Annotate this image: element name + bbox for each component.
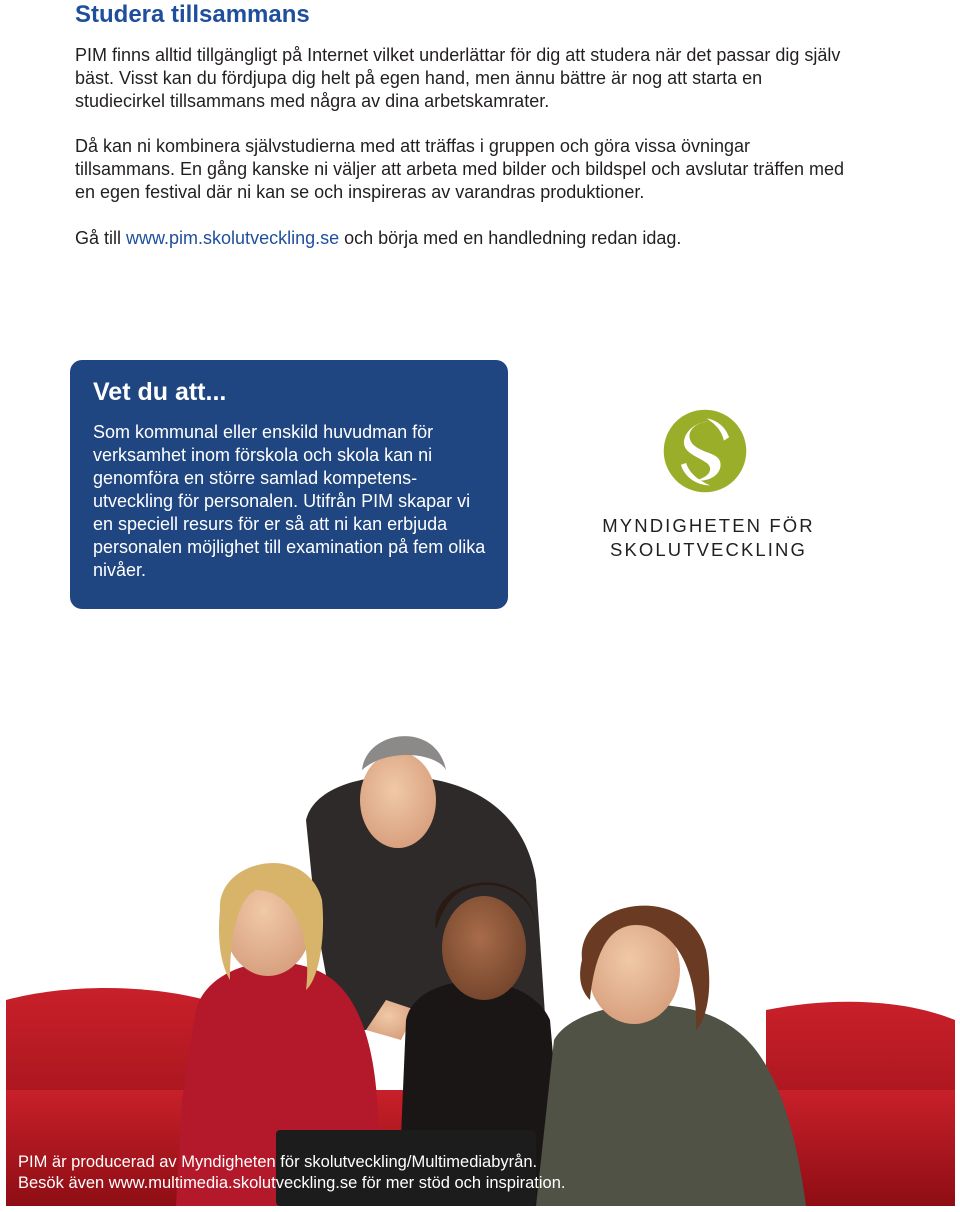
call-to-action-paragraph bbox=[75, 227, 855, 250]
info-box-text: Som kommunal eller enskild huvudman för verksamhet inom förskola och skola kan ni genomföra en större samlad kompetens-utveckling för personalen. Utifrån PIM skapar vi en speciell resurs för er så att ni kan erbjuda personalen möjlighet till examination på fem olika nivåer. bbox=[93, 422, 486, 580]
did-you-know-box bbox=[70, 360, 508, 609]
production-credit bbox=[18, 1152, 566, 1194]
cta-text-after: och börja med en handledning redan idag. bbox=[344, 228, 682, 248]
caption-line2: Besök även www.multimedia.skolutveckling.se för mer stöd och inspiration. bbox=[18, 1174, 566, 1192]
swirl-logo-icon bbox=[662, 408, 748, 494]
study-group-paragraph: Då kan ni kombinera självstudierna med att träffas i gruppen och göra vissa övningar tillsammans. En gång kanske ni väljer att arbeta med bilder och bildspel och avslutar träffen med en egen festival där ni kan se och inspireras av varandras produktioner. bbox=[75, 136, 845, 202]
info-box-title: Vet du att... bbox=[93, 378, 227, 406]
pim-website-link[interactable]: www.pim.skolutveckling.se bbox=[126, 228, 340, 248]
page-heading: Studera tillsammans bbox=[75, 1, 310, 28]
group-photo bbox=[6, 700, 955, 1206]
caption-line1: PIM är producerad av Myndigheten för skolutveckling/Multimediabyrån. bbox=[18, 1153, 538, 1171]
cta-text-before: Gå till bbox=[75, 228, 122, 248]
agency-logo bbox=[596, 408, 821, 568]
logo-text-line1: MYNDIGHETEN FÖR bbox=[602, 515, 815, 536]
intro-paragraph: PIM finns alltid tillgängligt på Internet vilket underlättar för dig att studera när det passar dig själv bäst. Visst kan du fördjupa dig helt på egen hand, men ännu bättre är nog att starta en studiecirkel tillsammans med några av dina arbetskamrater. bbox=[75, 45, 841, 111]
people-on-sofa-illustration bbox=[6, 700, 955, 1206]
logo-text-line2: SKOLUTVECKLING bbox=[610, 539, 807, 560]
